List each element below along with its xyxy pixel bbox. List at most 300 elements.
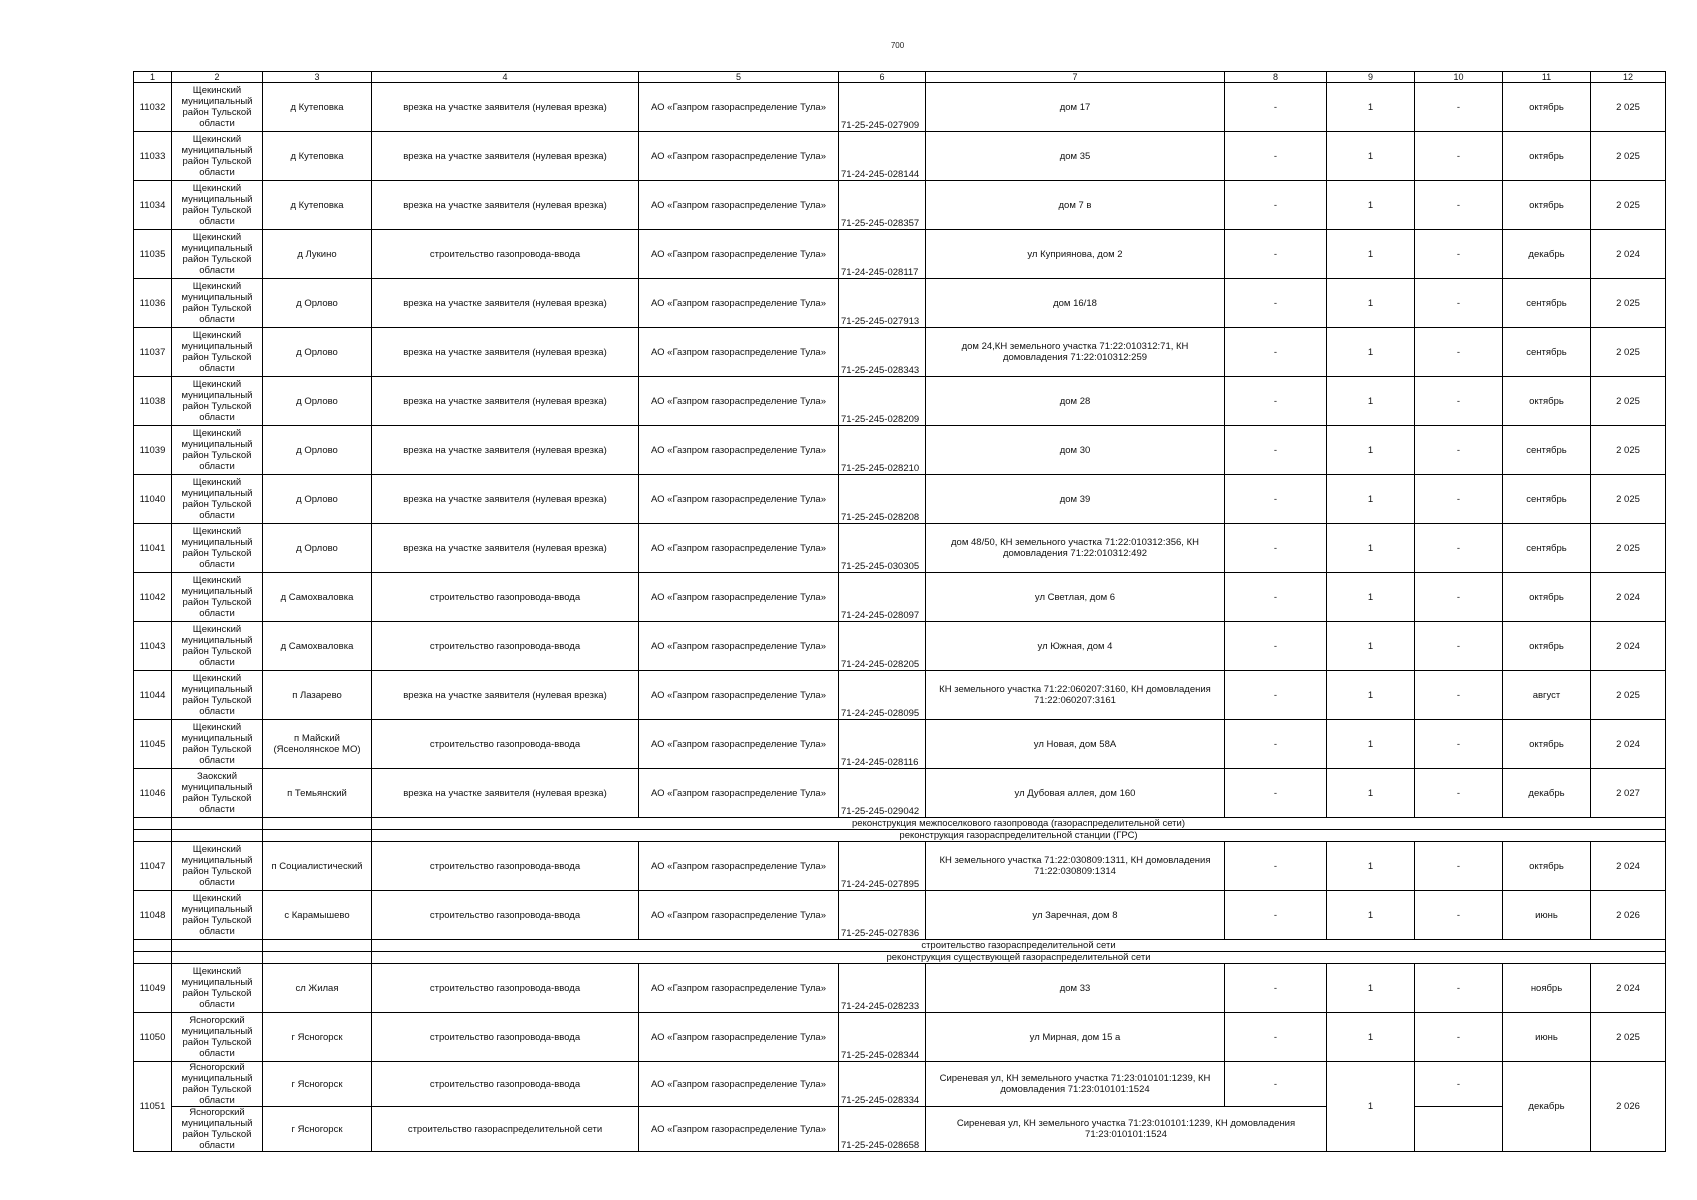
district-cell: Щекинский муниципальный район Тульской области bbox=[172, 328, 263, 377]
object-code-cell: 71-25-245-028209 bbox=[839, 377, 926, 426]
column-8-cell: - bbox=[1225, 1062, 1327, 1107]
work-type-cell: врезка на участке заявителя (нулевая врезка) bbox=[372, 769, 639, 818]
table-row bbox=[134, 328, 1666, 377]
quantity-cell: 1 bbox=[1327, 377, 1415, 426]
row-number: 11033 bbox=[134, 132, 172, 181]
table-row bbox=[134, 573, 1666, 622]
table-row bbox=[134, 1107, 1666, 1152]
address-cell: Сиреневая ул, КН земельного участка 71:23:010101:1239, КН домовладения 71:23:010101:1524 bbox=[926, 1062, 1225, 1107]
column-8-cell: - bbox=[1225, 279, 1327, 328]
column-10-cell: - bbox=[1415, 377, 1503, 426]
work-type-cell: строительство газопровода-ввода bbox=[372, 720, 639, 769]
object-code-cell: 71-25-245-028344 bbox=[839, 1013, 926, 1062]
column-8-cell: - bbox=[1225, 475, 1327, 524]
column-10-cell: - bbox=[1415, 230, 1503, 279]
quantity-cell: 1 bbox=[1327, 891, 1415, 940]
work-type-cell: строительство газопровода-ввода bbox=[372, 964, 639, 1013]
year-cell: 2 024 bbox=[1591, 964, 1666, 1013]
table-row bbox=[134, 891, 1666, 940]
table-row bbox=[134, 132, 1666, 181]
month-cell: декабрь bbox=[1503, 230, 1591, 279]
district-cell: Щекинский муниципальный район Тульской области bbox=[172, 524, 263, 573]
object-code-cell: 71-25-245-028357 bbox=[839, 181, 926, 230]
object-code-cell: 71-24-245-028117 bbox=[839, 230, 926, 279]
work-type-cell: строительство газопровода-ввода bbox=[372, 573, 639, 622]
empty-cell bbox=[172, 818, 263, 830]
address-cell: ул Новая, дом 58А bbox=[926, 720, 1225, 769]
quantity-cell: 1 bbox=[1327, 671, 1415, 720]
settlement-cell: д Орлово bbox=[263, 377, 372, 426]
district-cell: Щекинский муниципальный район Тульской области bbox=[172, 377, 263, 426]
district-cell: Щекинский муниципальный район Тульской области bbox=[172, 132, 263, 181]
column-10-cell: - bbox=[1415, 720, 1503, 769]
column-number: 9 bbox=[1327, 72, 1415, 83]
quantity-cell: 1 bbox=[1327, 279, 1415, 328]
table-row bbox=[134, 279, 1666, 328]
settlement-cell: д Кутеповка bbox=[263, 132, 372, 181]
object-code-cell: 71-24-245-028116 bbox=[839, 720, 926, 769]
object-code-cell: 71-24-245-028144 bbox=[839, 132, 926, 181]
object-code-cell: 71-25-245-029042 bbox=[839, 769, 926, 818]
settlement-cell: д Самохваловка bbox=[263, 573, 372, 622]
organization-cell: АО «Газпром газораспределение Тула» bbox=[639, 769, 839, 818]
table-row bbox=[134, 83, 1666, 132]
column-8-cell: - bbox=[1225, 964, 1327, 1013]
quantity-cell: 1 bbox=[1327, 132, 1415, 181]
column-10-cell: - bbox=[1415, 964, 1503, 1013]
register-table bbox=[133, 71, 1666, 1152]
organization-cell: АО «Газпром газораспределение Тула» bbox=[639, 964, 839, 1013]
address-cell: дом 17 bbox=[926, 83, 1225, 132]
organization-cell: АО «Газпром газораспределение Тула» bbox=[639, 842, 839, 891]
column-10-cell: - bbox=[1415, 83, 1503, 132]
organization-cell: АО «Газпром газораспределение Тула» bbox=[639, 573, 839, 622]
empty-cell bbox=[134, 952, 172, 964]
quantity-cell: 1 bbox=[1327, 83, 1415, 132]
address-cell: дом 33 bbox=[926, 964, 1225, 1013]
year-cell: 2 025 bbox=[1591, 1013, 1666, 1062]
table-row bbox=[134, 1062, 1666, 1107]
address-cell: дом 7 в bbox=[926, 181, 1225, 230]
organization-cell: АО «Газпром газораспределение Тула» bbox=[639, 671, 839, 720]
year-cell: 2 026 bbox=[1591, 1062, 1666, 1152]
column-10-cell: - bbox=[1415, 622, 1503, 671]
organization-cell: АО «Газпром газораспределение Тула» bbox=[639, 83, 839, 132]
empty-cell bbox=[134, 940, 172, 952]
column-number: 7 bbox=[926, 72, 1225, 83]
empty-cell bbox=[172, 830, 263, 842]
row-number: 11041 bbox=[134, 524, 172, 573]
year-cell: 2 025 bbox=[1591, 83, 1666, 132]
column-8-cell: - bbox=[1225, 671, 1327, 720]
district-cell: Щекинский муниципальный район Тульской области bbox=[172, 426, 263, 475]
empty-cell bbox=[263, 940, 372, 952]
section-row bbox=[134, 830, 1666, 842]
object-code-cell: 71-25-245-028343 bbox=[839, 328, 926, 377]
column-10-cell: - bbox=[1415, 328, 1503, 377]
district-cell: Щекинский муниципальный район Тульской области bbox=[172, 279, 263, 328]
organization-cell: АО «Газпром газораспределение Тула» bbox=[639, 622, 839, 671]
district-cell: Заокский муниципальный район Тульской области bbox=[172, 769, 263, 818]
table-row bbox=[134, 524, 1666, 573]
quantity-cell: 1 bbox=[1327, 1062, 1415, 1152]
organization-cell: АО «Газпром газораспределение Тула» bbox=[639, 1013, 839, 1062]
object-code-cell: 71-25-245-028210 bbox=[839, 426, 926, 475]
column-number-row bbox=[134, 72, 1666, 83]
table-row bbox=[134, 377, 1666, 426]
row-number: 11040 bbox=[134, 475, 172, 524]
address-cell: ул Южная, дом 4 bbox=[926, 622, 1225, 671]
work-type-cell: строительство газопровода-ввода bbox=[372, 1013, 639, 1062]
organization-cell: АО «Газпром газораспределение Тула» bbox=[639, 279, 839, 328]
district-cell: Щекинский муниципальный район Тульской области bbox=[172, 83, 263, 132]
month-cell: октябрь bbox=[1503, 573, 1591, 622]
organization-cell: АО «Газпром газораспределение Тула» bbox=[639, 328, 839, 377]
row-number: 11038 bbox=[134, 377, 172, 426]
work-type-cell: врезка на участке заявителя (нулевая врезка) bbox=[372, 426, 639, 475]
section-row bbox=[134, 940, 1666, 952]
column-8-cell: - bbox=[1225, 1013, 1327, 1062]
organization-cell: АО «Газпром газораспределение Тула» bbox=[639, 1107, 839, 1152]
settlement-cell: г Ясногорск bbox=[263, 1013, 372, 1062]
address-cell: дом 28 bbox=[926, 377, 1225, 426]
table-row bbox=[134, 671, 1666, 720]
organization-cell: АО «Газпром газораспределение Тула» bbox=[639, 891, 839, 940]
settlement-cell: д Орлово bbox=[263, 475, 372, 524]
month-cell: октябрь bbox=[1503, 132, 1591, 181]
organization-cell: АО «Газпром газораспределение Тула» bbox=[639, 720, 839, 769]
row-number: 11036 bbox=[134, 279, 172, 328]
table-row bbox=[134, 964, 1666, 1013]
column-10-cell: - bbox=[1415, 573, 1503, 622]
row-number: 11044 bbox=[134, 671, 172, 720]
column-10-cell: - bbox=[1415, 524, 1503, 573]
settlement-cell: д Орлово bbox=[263, 524, 372, 573]
column-number: 10 bbox=[1415, 72, 1503, 83]
quantity-cell: 1 bbox=[1327, 181, 1415, 230]
address-cell: дом 16/18 bbox=[926, 279, 1225, 328]
month-cell: июнь bbox=[1503, 1013, 1591, 1062]
month-cell: октябрь bbox=[1503, 83, 1591, 132]
organization-cell: АО «Газпром газораспределение Тула» bbox=[639, 475, 839, 524]
address-cell: КН земельного участка 71:22:030809:1311, КН домовладения 71:22:030809:1314 bbox=[926, 842, 1225, 891]
settlement-cell: п Лазарево bbox=[263, 671, 372, 720]
section-label: реконструкция существующей газораспределительной сети bbox=[372, 952, 1666, 964]
year-cell: 2 026 bbox=[1591, 891, 1666, 940]
quantity-cell: 1 bbox=[1327, 573, 1415, 622]
column-number: 6 bbox=[839, 72, 926, 83]
organization-cell: АО «Газпром газораспределение Тула» bbox=[639, 1062, 839, 1107]
object-code-cell: 71-25-245-030305 bbox=[839, 524, 926, 573]
settlement-cell: д Орлово bbox=[263, 426, 372, 475]
quantity-cell: 1 bbox=[1327, 1013, 1415, 1062]
page-number: 700 bbox=[890, 41, 905, 50]
object-code-cell: 71-24-245-028095 bbox=[839, 671, 926, 720]
column-8-cell: - bbox=[1225, 842, 1327, 891]
column-10-cell: - bbox=[1415, 181, 1503, 230]
quantity-cell: 1 bbox=[1327, 769, 1415, 818]
column-8-cell: - bbox=[1225, 769, 1327, 818]
settlement-cell: г Ясногорск bbox=[263, 1107, 372, 1152]
table-row bbox=[134, 230, 1666, 279]
year-cell: 2 025 bbox=[1591, 132, 1666, 181]
empty-cell bbox=[172, 940, 263, 952]
column-8-cell: - bbox=[1225, 524, 1327, 573]
month-cell: октябрь bbox=[1503, 720, 1591, 769]
quantity-cell: 1 bbox=[1327, 720, 1415, 769]
address-cell: ул Куприянова, дом 2 bbox=[926, 230, 1225, 279]
column-10-cell: - bbox=[1415, 475, 1503, 524]
row-number: 11046 bbox=[134, 769, 172, 818]
empty-cell bbox=[134, 830, 172, 842]
year-cell: 2 024 bbox=[1591, 720, 1666, 769]
table-row bbox=[134, 1013, 1666, 1062]
work-type-cell: строительство газопровода-ввода bbox=[372, 622, 639, 671]
organization-cell: АО «Газпром газораспределение Тула» bbox=[639, 132, 839, 181]
district-cell: Ясногорский муниципальный район Тульской области bbox=[172, 1013, 263, 1062]
work-type-cell: врезка на участке заявителя (нулевая врезка) bbox=[372, 524, 639, 573]
row-number: 11049 bbox=[134, 964, 172, 1013]
empty-cell bbox=[134, 818, 172, 830]
year-cell: 2 025 bbox=[1591, 377, 1666, 426]
work-type-cell: врезка на участке заявителя (нулевая врезка) bbox=[372, 132, 639, 181]
object-code-cell: 71-25-245-027913 bbox=[839, 279, 926, 328]
district-cell: Щекинский муниципальный район Тульской области bbox=[172, 573, 263, 622]
table-row bbox=[134, 720, 1666, 769]
section-label: строительство газораспределительной сети bbox=[372, 940, 1666, 952]
column-number: 2 bbox=[172, 72, 263, 83]
column-8-cell: - bbox=[1225, 181, 1327, 230]
year-cell: 2 025 bbox=[1591, 328, 1666, 377]
address-cell: дом 35 bbox=[926, 132, 1225, 181]
empty-cell bbox=[1415, 1107, 1503, 1152]
column-10-cell: - bbox=[1415, 426, 1503, 475]
object-code-cell: 71-25-245-027909 bbox=[839, 83, 926, 132]
row-number: 11032 bbox=[134, 83, 172, 132]
month-cell: октябрь bbox=[1503, 842, 1591, 891]
district-cell: Щекинский муниципальный район Тульской области bbox=[172, 720, 263, 769]
quantity-cell: 1 bbox=[1327, 328, 1415, 377]
organization-cell: АО «Газпром газораспределение Тула» bbox=[639, 377, 839, 426]
table-row bbox=[134, 475, 1666, 524]
organization-cell: АО «Газпром газораспределение Тула» bbox=[639, 426, 839, 475]
month-cell: октябрь bbox=[1503, 622, 1591, 671]
column-number: 1 bbox=[134, 72, 172, 83]
work-type-cell: врезка на участке заявителя (нулевая врезка) bbox=[372, 671, 639, 720]
year-cell: 2 025 bbox=[1591, 524, 1666, 573]
row-number: 11039 bbox=[134, 426, 172, 475]
object-code-cell: 71-25-245-028334 bbox=[839, 1062, 926, 1107]
work-type-cell: строительство газораспределительной сети bbox=[372, 1107, 639, 1152]
month-cell: сентябрь bbox=[1503, 524, 1591, 573]
table-row bbox=[134, 842, 1666, 891]
settlement-cell: п Темьянский bbox=[263, 769, 372, 818]
month-cell: октябрь bbox=[1503, 377, 1591, 426]
month-cell: ноябрь bbox=[1503, 964, 1591, 1013]
quantity-cell: 1 bbox=[1327, 842, 1415, 891]
district-cell: Ясногорский муниципальный район Тульской области bbox=[172, 1107, 263, 1152]
district-cell: Щекинский муниципальный район Тульской области bbox=[172, 475, 263, 524]
row-number: 11047 bbox=[134, 842, 172, 891]
work-type-cell: строительство газопровода-ввода bbox=[372, 842, 639, 891]
object-code-cell: 71-25-245-028208 bbox=[839, 475, 926, 524]
year-cell: 2 025 bbox=[1591, 475, 1666, 524]
address-cell: дом 30 bbox=[926, 426, 1225, 475]
year-cell: 2 024 bbox=[1591, 573, 1666, 622]
organization-cell: АО «Газпром газораспределение Тула» bbox=[639, 524, 839, 573]
month-cell: декабрь bbox=[1503, 1062, 1591, 1152]
address-cell: дом 48/50, КН земельного участка 71:22:010312:356, КН домовладения 71:22:010312:492 bbox=[926, 524, 1225, 573]
month-cell: август bbox=[1503, 671, 1591, 720]
district-cell: Щекинский муниципальный район Тульской области bbox=[172, 964, 263, 1013]
quantity-cell: 1 bbox=[1327, 230, 1415, 279]
address-cell: дом 39 bbox=[926, 475, 1225, 524]
row-number: 11037 bbox=[134, 328, 172, 377]
column-8-cell: - bbox=[1225, 622, 1327, 671]
work-type-cell: врезка на участке заявителя (нулевая врезка) bbox=[372, 83, 639, 132]
section-label: реконструкция межпоселкового газопровода (газораспределительной сети) bbox=[372, 818, 1666, 830]
column-10-cell: - bbox=[1415, 132, 1503, 181]
quantity-cell: 1 bbox=[1327, 524, 1415, 573]
row-number: 11035 bbox=[134, 230, 172, 279]
column-10-cell: - bbox=[1415, 1013, 1503, 1062]
column-number: 5 bbox=[639, 72, 839, 83]
column-10-cell: - bbox=[1415, 891, 1503, 940]
column-10-cell: - bbox=[1415, 842, 1503, 891]
object-code-cell: 71-24-245-028233 bbox=[839, 964, 926, 1013]
row-number: 11043 bbox=[134, 622, 172, 671]
column-number: 12 bbox=[1591, 72, 1666, 83]
district-cell: Щекинский муниципальный район Тульской области bbox=[172, 181, 263, 230]
month-cell: декабрь bbox=[1503, 769, 1591, 818]
work-type-cell: врезка на участке заявителя (нулевая врезка) bbox=[372, 181, 639, 230]
district-cell: Щекинский муниципальный район Тульской области bbox=[172, 891, 263, 940]
organization-cell: АО «Газпром газораспределение Тула» bbox=[639, 181, 839, 230]
district-cell: Ясногорский муниципальный район Тульской области bbox=[172, 1062, 263, 1107]
settlement-cell: д Самохваловка bbox=[263, 622, 372, 671]
quantity-cell: 1 bbox=[1327, 964, 1415, 1013]
column-8-cell: - bbox=[1225, 891, 1327, 940]
address-cell: Сиреневая ул, КН земельного участка 71:23:010101:1239, КН домовладения 71:23:010101:1524 bbox=[926, 1107, 1327, 1152]
district-cell: Щекинский муниципальный район Тульской области bbox=[172, 622, 263, 671]
column-number: 11 bbox=[1503, 72, 1591, 83]
column-8-cell: - bbox=[1225, 230, 1327, 279]
column-8-cell: - bbox=[1225, 573, 1327, 622]
settlement-cell: д Кутеповка bbox=[263, 83, 372, 132]
year-cell: 2 024 bbox=[1591, 842, 1666, 891]
address-cell: ул Дубовая аллея, дом 160 bbox=[926, 769, 1225, 818]
row-number: 11042 bbox=[134, 573, 172, 622]
object-code-cell: 71-24-245-027895 bbox=[839, 842, 926, 891]
table-row bbox=[134, 769, 1666, 818]
work-type-cell: строительство газопровода-ввода bbox=[372, 891, 639, 940]
column-number: 8 bbox=[1225, 72, 1327, 83]
column-8-cell: - bbox=[1225, 426, 1327, 475]
column-number: 3 bbox=[263, 72, 372, 83]
address-cell: ул Заречная, дом 8 bbox=[926, 891, 1225, 940]
object-code-cell: 71-25-245-027836 bbox=[839, 891, 926, 940]
settlement-cell: п Майский (Ясенолянское МО) bbox=[263, 720, 372, 769]
column-8-cell: - bbox=[1225, 83, 1327, 132]
row-number: 11050 bbox=[134, 1013, 172, 1062]
settlement-cell: с Карамышево bbox=[263, 891, 372, 940]
quantity-cell: 1 bbox=[1327, 622, 1415, 671]
month-cell: сентябрь bbox=[1503, 328, 1591, 377]
address-cell: дом 24,КН земельного участка 71:22:010312:71, КН домовладения 71:22:010312:259 bbox=[926, 328, 1225, 377]
quantity-cell: 1 bbox=[1327, 426, 1415, 475]
year-cell: 2 027 bbox=[1591, 769, 1666, 818]
district-cell: Щекинский муниципальный район Тульской области bbox=[172, 842, 263, 891]
empty-cell bbox=[263, 818, 372, 830]
settlement-cell: сл Жилая bbox=[263, 964, 372, 1013]
section-label: реконструкция газораспределительной станции (ГРС) bbox=[372, 830, 1666, 842]
column-10-cell: - bbox=[1415, 671, 1503, 720]
object-code-cell: 71-25-245-028658 bbox=[839, 1107, 926, 1152]
column-8-cell: - bbox=[1225, 720, 1327, 769]
row-number: 11048 bbox=[134, 891, 172, 940]
empty-cell bbox=[263, 952, 372, 964]
work-type-cell: врезка на участке заявителя (нулевая врезка) bbox=[372, 279, 639, 328]
settlement-cell: д Кутеповка bbox=[263, 181, 372, 230]
year-cell: 2 024 bbox=[1591, 622, 1666, 671]
year-cell: 2 024 bbox=[1591, 230, 1666, 279]
column-8-cell: - bbox=[1225, 328, 1327, 377]
table-row bbox=[134, 622, 1666, 671]
object-code-cell: 71-24-245-028097 bbox=[839, 573, 926, 622]
row-number: 11034 bbox=[134, 181, 172, 230]
settlement-cell: г Ясногорск bbox=[263, 1062, 372, 1107]
column-number: 4 bbox=[372, 72, 639, 83]
year-cell: 2 025 bbox=[1591, 671, 1666, 720]
month-cell: сентябрь bbox=[1503, 475, 1591, 524]
month-cell: октябрь bbox=[1503, 181, 1591, 230]
empty-cell bbox=[172, 952, 263, 964]
quantity-cell: 1 bbox=[1327, 475, 1415, 524]
column-10-cell: - bbox=[1415, 279, 1503, 328]
settlement-cell: п Социалистический bbox=[263, 842, 372, 891]
table-row bbox=[134, 181, 1666, 230]
row-number: 11045 bbox=[134, 720, 172, 769]
year-cell: 2 025 bbox=[1591, 426, 1666, 475]
month-cell: сентябрь bbox=[1503, 426, 1591, 475]
object-code-cell: 71-24-245-028205 bbox=[839, 622, 926, 671]
settlement-cell: д Орлово bbox=[263, 328, 372, 377]
column-10-cell: - bbox=[1415, 769, 1503, 818]
column-8-cell: - bbox=[1225, 132, 1327, 181]
district-cell: Щекинский муниципальный район Тульской области bbox=[172, 671, 263, 720]
work-type-cell: строительство газопровода-ввода bbox=[372, 1062, 639, 1107]
column-8-cell: - bbox=[1225, 377, 1327, 426]
column-10-cell: - bbox=[1415, 1062, 1503, 1107]
work-type-cell: строительство газопровода-ввода bbox=[372, 230, 639, 279]
section-row bbox=[134, 818, 1666, 830]
address-cell: КН земельного участка 71:22:060207:3160, КН домовладения 71:22:060207:3161 bbox=[926, 671, 1225, 720]
settlement-cell: д Орлово bbox=[263, 279, 372, 328]
empty-cell bbox=[263, 830, 372, 842]
district-cell: Щекинский муниципальный район Тульской области bbox=[172, 230, 263, 279]
section-row bbox=[134, 952, 1666, 964]
address-cell: ул Мирная, дом 15 а bbox=[926, 1013, 1225, 1062]
address-cell: ул Светлая, дом 6 bbox=[926, 573, 1225, 622]
year-cell: 2 025 bbox=[1591, 279, 1666, 328]
month-cell: сентябрь bbox=[1503, 279, 1591, 328]
settlement-cell: д Лукино bbox=[263, 230, 372, 279]
month-cell: июнь bbox=[1503, 891, 1591, 940]
year-cell: 2 025 bbox=[1591, 181, 1666, 230]
table-row bbox=[134, 426, 1666, 475]
work-type-cell: врезка на участке заявителя (нулевая врезка) bbox=[372, 328, 639, 377]
work-type-cell: врезка на участке заявителя (нулевая врезка) bbox=[372, 475, 639, 524]
